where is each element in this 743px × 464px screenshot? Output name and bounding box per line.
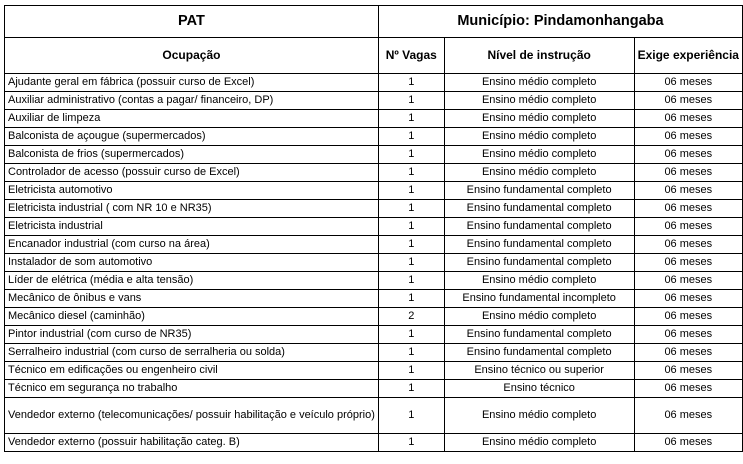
experience-cell: 06 meses <box>634 326 742 344</box>
vacancies-cell: 1 <box>378 236 444 254</box>
occupation-cell: Vendedor externo (possuir habilitação categ. B) <box>5 434 379 452</box>
title-row <box>5 6 743 38</box>
table-row <box>5 272 743 290</box>
experience-cell: 06 meses <box>634 434 742 452</box>
education-level-cell: Ensino fundamental completo <box>444 326 634 344</box>
education-level-cell: Ensino médio completo <box>444 92 634 110</box>
occupation-cell: Auxiliar administrativo (contas a pagar/ financeiro, DP) <box>5 92 379 110</box>
occupation-cell: Líder de elétrica (média e alta tensão) <box>5 272 379 290</box>
occupation-cell: Balconista de açougue (supermercados) <box>5 128 379 146</box>
education-level-cell: Ensino médio completo <box>444 146 634 164</box>
municipality-title: Município: Pindamonhangaba <box>378 6 742 38</box>
vacancies-cell: 1 <box>378 92 444 110</box>
vacancies-cell: 1 <box>378 398 444 434</box>
vacancies-cell: 1 <box>378 74 444 92</box>
table-row <box>5 218 743 236</box>
vacancies-cell: 1 <box>378 128 444 146</box>
table-row <box>5 146 743 164</box>
education-level-cell: Ensino fundamental completo <box>444 254 634 272</box>
experience-cell: 06 meses <box>634 290 742 308</box>
education-level-cell: Ensino médio completo <box>444 308 634 326</box>
occupation-cell: Eletricista automotivo <box>5 182 379 200</box>
vacancies-cell: 1 <box>378 290 444 308</box>
vacancies-cell: 1 <box>378 380 444 398</box>
vacancies-cell: 1 <box>378 146 444 164</box>
table-row <box>5 182 743 200</box>
occupation-cell: Auxiliar de limpeza <box>5 110 379 128</box>
vacancies-cell: 1 <box>378 164 444 182</box>
occupation-cell: Encanador industrial (com curso na área) <box>5 236 379 254</box>
occupation-cell: Instalador de som automotivo <box>5 254 379 272</box>
table-row <box>5 290 743 308</box>
occupation-cell: Controlador de acesso (possuir curso de Excel) <box>5 164 379 182</box>
occupation-cell: Mecânico de ônibus e vans <box>5 290 379 308</box>
pat-title: PAT <box>5 6 379 38</box>
experience-cell: 06 meses <box>634 380 742 398</box>
table-row <box>5 434 743 452</box>
vacancies-cell: 1 <box>378 182 444 200</box>
experience-cell: 06 meses <box>634 308 742 326</box>
table-body <box>5 74 743 452</box>
occupation-cell: Balconista de frios (supermercados) <box>5 146 379 164</box>
education-level-cell: Ensino médio completo <box>444 164 634 182</box>
experience-cell: 06 meses <box>634 398 742 434</box>
vacancies-cell: 1 <box>378 326 444 344</box>
education-level-cell: Ensino fundamental completo <box>444 200 634 218</box>
experience-cell: 06 meses <box>634 362 742 380</box>
column-header-experiencia: Exige experiência <box>634 38 742 74</box>
table-row <box>5 362 743 380</box>
table-row <box>5 74 743 92</box>
occupation-cell: Ajudante geral em fábrica (possuir curso de Excel) <box>5 74 379 92</box>
occupation-cell: Técnico em segurança no trabalho <box>5 380 379 398</box>
occupation-cell: Técnico em edificações ou engenheiro civil <box>5 362 379 380</box>
education-level-cell: Ensino fundamental completo <box>444 182 634 200</box>
table-row <box>5 92 743 110</box>
experience-cell: 06 meses <box>634 110 742 128</box>
experience-cell: 06 meses <box>634 128 742 146</box>
table-row <box>5 128 743 146</box>
column-header-vagas: Nº Vagas <box>378 38 444 74</box>
job-vacancies-table <box>4 5 743 452</box>
education-level-cell: Ensino técnico ou superior <box>444 362 634 380</box>
vacancies-cell: 1 <box>378 110 444 128</box>
column-header-nivel: Nível de instrução <box>444 38 634 74</box>
vacancies-cell: 1 <box>378 362 444 380</box>
education-level-cell: Ensino fundamental incompleto <box>444 290 634 308</box>
education-level-cell: Ensino médio completo <box>444 110 634 128</box>
table-row <box>5 200 743 218</box>
occupation-cell: Serralheiro industrial (com curso de serralheria ou solda) <box>5 344 379 362</box>
table-row <box>5 380 743 398</box>
vacancies-cell: 1 <box>378 218 444 236</box>
education-level-cell: Ensino médio completo <box>444 398 634 434</box>
education-level-cell: Ensino médio completo <box>444 272 634 290</box>
education-level-cell: Ensino médio completo <box>444 128 634 146</box>
vacancies-cell: 1 <box>378 344 444 362</box>
column-header-row <box>5 38 743 74</box>
table-row <box>5 308 743 326</box>
experience-cell: 06 meses <box>634 236 742 254</box>
experience-cell: 06 meses <box>634 92 742 110</box>
experience-cell: 06 meses <box>634 182 742 200</box>
table-row <box>5 398 743 434</box>
vacancies-cell: 1 <box>378 200 444 218</box>
vacancies-cell: 1 <box>378 272 444 290</box>
occupation-cell: Pintor industrial (com curso de NR35) <box>5 326 379 344</box>
experience-cell: 06 meses <box>634 272 742 290</box>
experience-cell: 06 meses <box>634 146 742 164</box>
education-level-cell: Ensino fundamental completo <box>444 236 634 254</box>
education-level-cell: Ensino fundamental completo <box>444 218 634 236</box>
experience-cell: 06 meses <box>634 218 742 236</box>
occupation-cell: Vendedor externo (telecomunicações/ possuir habilitação e veículo próprio) <box>5 398 379 434</box>
vacancies-cell: 2 <box>378 308 444 326</box>
vacancies-cell: 1 <box>378 254 444 272</box>
education-level-cell: Ensino médio completo <box>444 434 634 452</box>
table-row <box>5 254 743 272</box>
column-header-ocupacao: Ocupação <box>5 38 379 74</box>
education-level-cell: Ensino técnico <box>444 380 634 398</box>
occupation-cell: Mecânico diesel (caminhão) <box>5 308 379 326</box>
education-level-cell: Ensino médio completo <box>444 74 634 92</box>
table-row <box>5 326 743 344</box>
experience-cell: 06 meses <box>634 74 742 92</box>
experience-cell: 06 meses <box>634 344 742 362</box>
table-row <box>5 164 743 182</box>
table-row <box>5 110 743 128</box>
vacancies-cell: 1 <box>378 434 444 452</box>
experience-cell: 06 meses <box>634 254 742 272</box>
table-row <box>5 344 743 362</box>
occupation-cell: Eletricista industrial <box>5 218 379 236</box>
experience-cell: 06 meses <box>634 164 742 182</box>
experience-cell: 06 meses <box>634 200 742 218</box>
education-level-cell: Ensino fundamental completo <box>444 344 634 362</box>
occupation-cell: Eletricista industrial ( com NR 10 e NR35) <box>5 200 379 218</box>
table-row <box>5 236 743 254</box>
